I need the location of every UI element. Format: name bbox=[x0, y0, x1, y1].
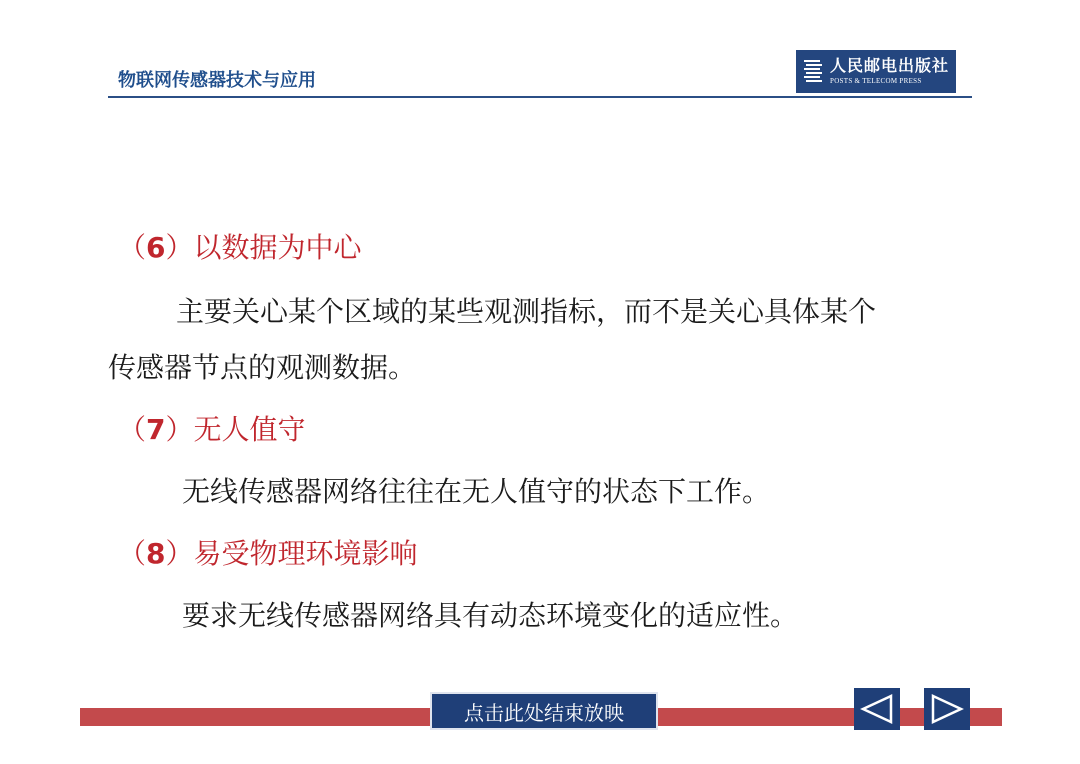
previous-slide-button[interactable] bbox=[854, 688, 900, 730]
paren-open: （ bbox=[118, 413, 147, 446]
item-number: 6 bbox=[146, 231, 166, 264]
paren-close: ） bbox=[165, 231, 194, 264]
item-number: 7 bbox=[146, 413, 166, 446]
next-slide-button[interactable] bbox=[924, 688, 970, 730]
item8-body: 要求无线传感器网络具有动态环境变化的适应性。 bbox=[182, 599, 799, 632]
item8-title: 易受物理环境影响 bbox=[193, 537, 418, 570]
paren-open: （ bbox=[118, 537, 147, 570]
item6-heading bbox=[118, 226, 362, 266]
item6-body-line1: 主要关心某个区域的某些观测指标，而不是关心具体某个 bbox=[176, 295, 877, 328]
paren-close: ） bbox=[165, 413, 194, 446]
item6-body-line2: 传感器节点的观测数据。 bbox=[108, 351, 417, 384]
course-title: 物联网传感器技术与应用 bbox=[118, 70, 316, 91]
item6-title: 以数据为中心 bbox=[193, 231, 362, 264]
publisher-logo bbox=[796, 50, 956, 93]
paren-close: ） bbox=[165, 537, 194, 570]
triangle-left-icon bbox=[859, 693, 895, 725]
header-divider bbox=[108, 96, 972, 98]
triangle-right-icon bbox=[929, 693, 965, 725]
item7-title: 无人值守 bbox=[193, 413, 306, 446]
item8-heading bbox=[118, 532, 418, 572]
paren-open: （ bbox=[118, 231, 147, 264]
end-show-button[interactable]: 点击此处结束放映 bbox=[430, 692, 658, 730]
publisher-name-cn: 人民邮电出版社 bbox=[830, 56, 950, 75]
item-number: 8 bbox=[146, 537, 166, 570]
item7-heading bbox=[118, 408, 306, 448]
item7-body: 无线传感器网络往往在无人值守的状态下工作。 bbox=[182, 475, 771, 508]
publisher-emblem-icon bbox=[804, 58, 824, 86]
publisher-name-en: POSTS & TELECOM PRESS bbox=[830, 77, 922, 85]
